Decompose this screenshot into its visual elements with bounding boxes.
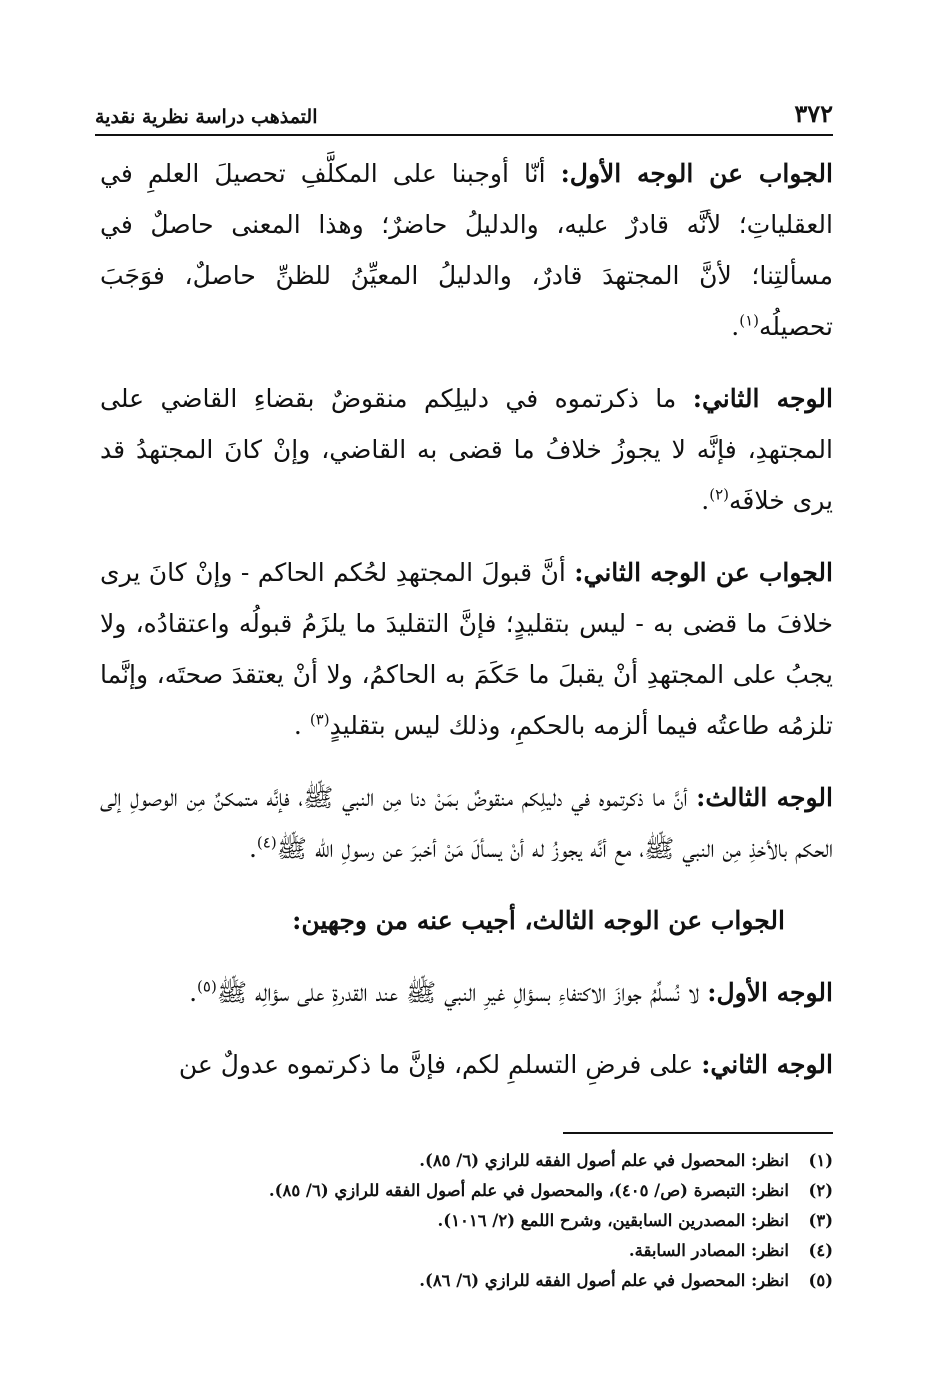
footnote-item [100, 1146, 833, 1176]
footnote-ref[interactable]: (١) [739, 311, 759, 330]
paragraph-reply-first [100, 967, 833, 1018]
footnote-number: (٥) [808, 1271, 833, 1290]
footnote-ref[interactable]: (٥) [197, 977, 217, 996]
footnote-number: (٤) [808, 1241, 833, 1260]
paragraph-lead: الوجه الأول: [707, 978, 833, 1007]
footnote-number: (١) [808, 1151, 833, 1170]
paragraph-text: أنّا أوجبنا على المكلَّفِ تحصيلَ العلمِ في العقلياتِ؛ لأنَّه قادرٌ عليه، والدليلُ حاضرٌ؛ وهذا المعنى حاصلٌ في مسألتِنا؛ لأنَّ المجتهدَ قادرٌ، والدليلُ المعيِّنُ للظنِّ حاصلٌ، فوَجَبَ تحصيلُه [100, 159, 833, 341]
paragraph-tail: . [293, 711, 310, 740]
paragraph-tail: . [701, 486, 710, 515]
footnote-number: (٢) [808, 1181, 833, 1200]
footnote-item [100, 1266, 833, 1296]
section-heading: الجواب عن الوجه الثالث، أجيب عنه من وجهين: [292, 906, 785, 935]
paragraph-second-aspect [100, 373, 833, 526]
paragraph-tail: . [189, 978, 198, 1007]
footnote-text: انظر: المصادر السابقة. [628, 1241, 789, 1260]
footnote-ref[interactable]: (٢) [709, 485, 729, 504]
footnote-ref[interactable]: (٤) [256, 833, 277, 852]
paragraph-lead: الوجه الثاني: [701, 1050, 833, 1079]
page-header [95, 92, 833, 136]
paragraph-answer-second [100, 547, 833, 751]
paragraph-third-aspect [100, 772, 833, 874]
footnote-text: انظر: المصدرين السابقين، وشرح اللمع (٢/ ١٠١٦). [437, 1211, 789, 1230]
paragraph-answer-first [100, 148, 833, 352]
footnote-item [100, 1236, 833, 1266]
footnote-ref[interactable]: (٣) [309, 710, 330, 729]
running-title: التمذهب دراسة نظرية نقدية [95, 106, 318, 128]
paragraph-text: ما ذكرتموه في دليلِكم منقوضٌ بقضاءِ القاضي على المجتهدِ، فإنَّه لا يجوزُ خلافُ ما قضى به القاضي، وإنْ كانَ المجتهدُ قد يرى خلافَه [100, 384, 833, 515]
paragraph-text: على فرضِ التسلمِ لكم، فإنَّ ما ذكرتموه عدولٌ عن [178, 1050, 702, 1079]
paragraph-text: أنَّ ما ذكرتموه في دليلِكم منقوضٌ بمَنْ دنا مِن النبي ﷺ، فإنَّه متمكنٌ مِن الوصولِ إلى الحكم بالأخذِ مِن النبي ﷺ، مع أنَّه يجوزُ له أنْ يسألَ مَنْ أخبرَ عن رسولِ الله ﷺ [100, 783, 833, 863]
footnote-text: انظر: المحصول في علم أصول الفقه للرازي (٦/ ٨٦). [419, 1271, 789, 1290]
paragraph-lead: الوجه الثالث: [696, 783, 833, 812]
footnote-item [100, 1206, 833, 1236]
footnote-number: (٣) [808, 1211, 833, 1230]
paragraph-lead: الوجه الثاني: [692, 384, 833, 413]
paragraph-tail: . [248, 834, 257, 863]
footnote-text: انظر: المحصول في علم أصول الفقه للرازي (٦/ ٨٥). [419, 1151, 789, 1170]
footnote-text: انظر: التبصرة (ص/ ٤٠٥)، والمحصول في علم أصول الفقه للرازي (٦/ ٨٥). [268, 1181, 789, 1200]
page-body [100, 148, 833, 1111]
footnote-item [100, 1176, 833, 1206]
paragraph-text: لا نُسلِّمُ جوازَ الاكتفاءِ بسؤالِ غيرِ النبي ﷺ عند القدرةِ على سؤالِه ﷺ [216, 978, 708, 1007]
footnote-divider [563, 1132, 833, 1134]
paragraph-lead: الجواب عن الوجه الأول: [560, 159, 833, 188]
paragraph-reply-second [100, 1039, 833, 1090]
paragraph-text: أنَّ قبولَ المجتهدِ لحُكم الحاكم - وإنْ كانَ يرى خلافَ ما قضى به - ليس بتقليدٍ؛ فإنَّ التقليدَ ما يلزَمُ قبولُه واعتقادُه، ولا يجبُ على المجتهدِ أنْ يقبلَ ما حَكَمَ به الحاكمُ، ولا أنْ يعتقدَ صحتَه، وإنَّما تلزمُه طاعتُه فيما ألزمه بالحكمِ، وذلك ليس بتقليدٍ [100, 558, 833, 740]
footnotes [100, 1132, 833, 1296]
paragraph-tail: . [731, 312, 740, 341]
page-number: ٣٧٢ [794, 99, 833, 128]
paragraph-lead: الجواب عن الوجه الثاني: [574, 558, 833, 587]
